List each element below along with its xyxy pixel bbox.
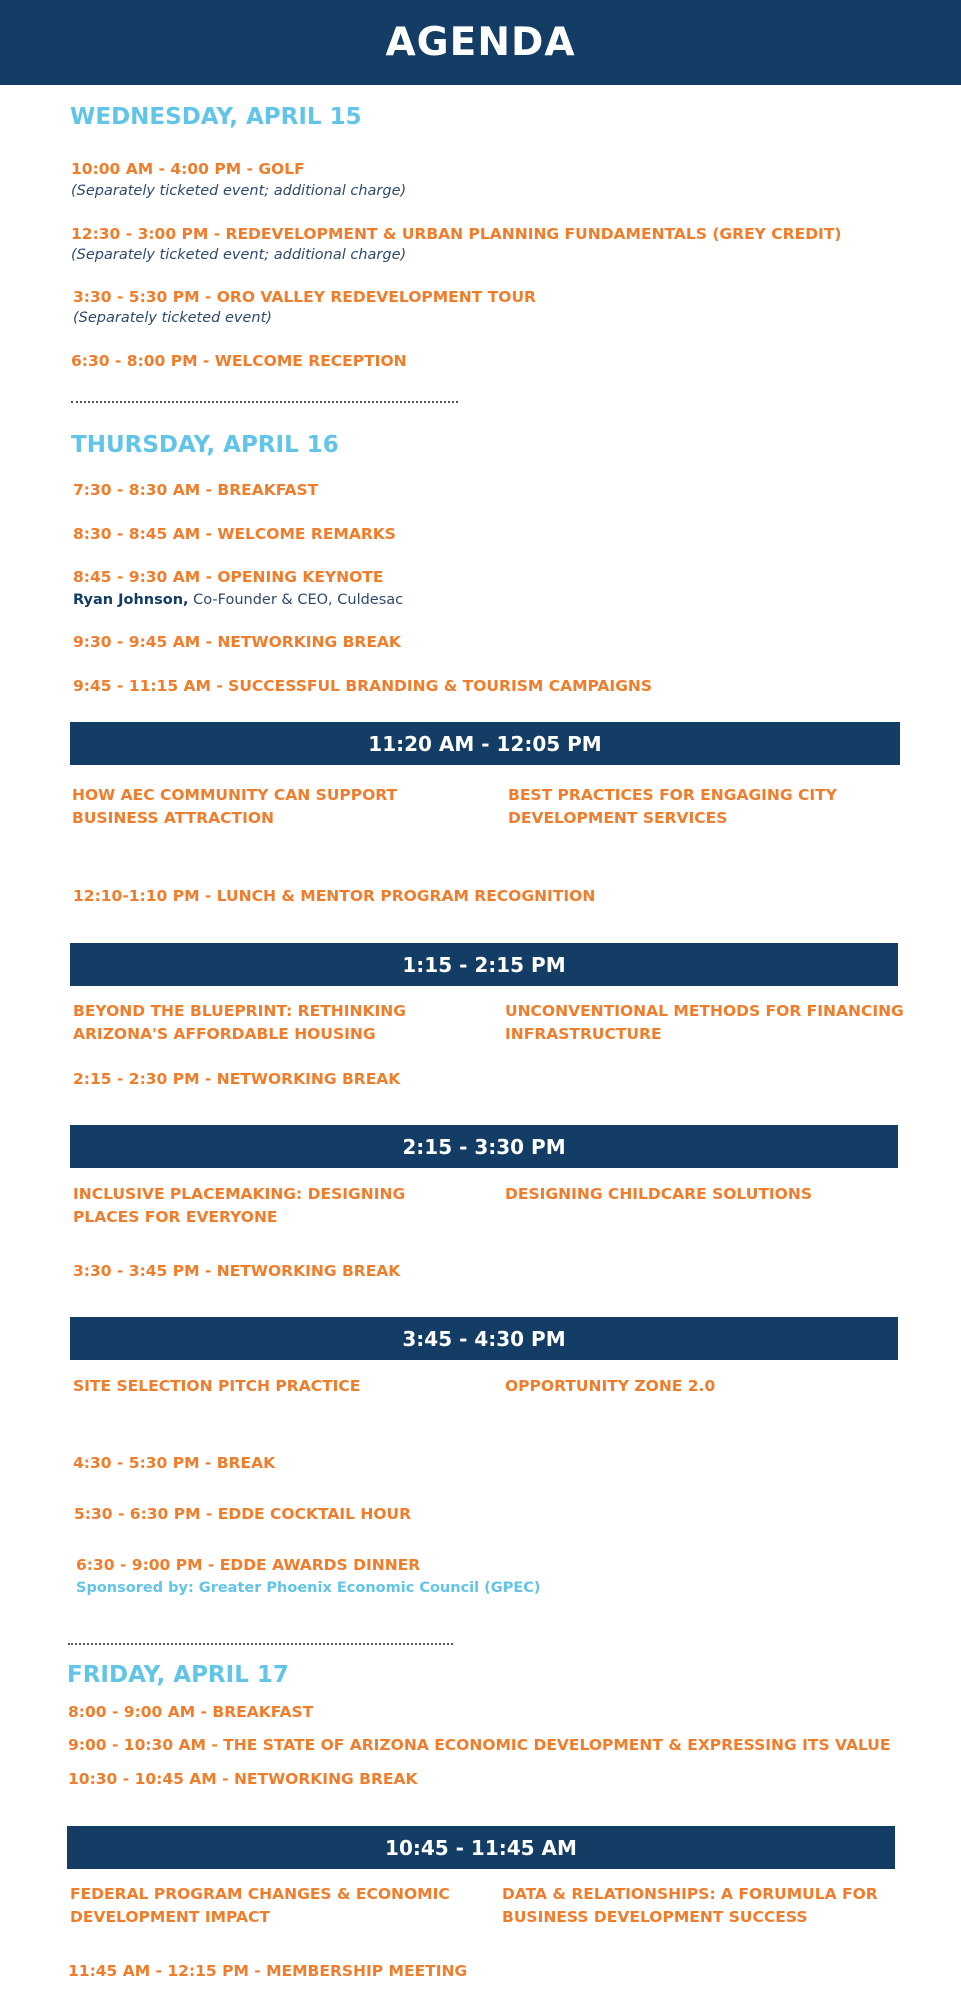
breakout-session-left: BEYOND THE BLUEPRINT: RETHINKING ARIZONA'S AFFORDABLE HOUSING bbox=[73, 1002, 406, 1043]
agenda-item-breakfast: 7:30 - 8:30 AM - BREAKFAST bbox=[73, 481, 319, 499]
speaker-title: Co-Founder & CEO, Culdesac bbox=[193, 592, 404, 608]
agenda-item-networking-break: 2:15 - 2:30 PM - NETWORKING BREAK bbox=[73, 1070, 401, 1088]
agenda-note-golf: (Separately ticketed event; additional charge) bbox=[71, 183, 407, 199]
agenda-item-membership-meeting: 11:45 AM - 12:15 PM - MEMBERSHIP MEETING bbox=[68, 1962, 468, 1980]
breakout-session-right: OPPORTUNITY ZONE 2.0 bbox=[505, 1377, 716, 1395]
session-time-bar: 1:15 - 2:15 PM bbox=[70, 943, 898, 986]
agenda-item-state-of-arizona: 9:00 - 10:30 AM - THE STATE OF ARIZONA ECONOMIC DEVELOPMENT & EXPRESSING ITS VALUE bbox=[68, 1736, 891, 1754]
agenda-item-redevelopment: 12:30 - 3:00 PM - REDEVELOPMENT & URBAN PLANNING FUNDAMENTALS (GREY CREDIT) bbox=[71, 225, 842, 243]
breakout-session-right: DATA & RELATIONSHIPS: A FORUMULA FOR BUSINESS DEVELOPMENT SUCCESS bbox=[502, 1885, 878, 1926]
agenda-item-cocktail-hour: 5:30 - 6:30 PM - EDDE COCKTAIL HOUR bbox=[74, 1505, 412, 1523]
speaker-name: Ryan Johnson, bbox=[73, 592, 189, 608]
session-time-bar: 10:45 - 11:45 AM bbox=[67, 1826, 895, 1869]
breakout-session-left: INCLUSIVE PLACEMAKING: DESIGNING PLACES FOR EVERYONE bbox=[73, 1185, 406, 1226]
dinner-sponsor: Sponsored by: Greater Phoenix Economic Council (GPEC) bbox=[76, 1580, 541, 1596]
agenda-item-opening-keynote: 8:45 - 9:30 AM - OPENING KEYNOTE bbox=[73, 568, 384, 586]
agenda-item-welcome-remarks: 8:30 - 8:45 AM - WELCOME REMARKS bbox=[73, 525, 396, 543]
section-divider bbox=[71, 401, 458, 403]
agenda-item-breakfast: 8:00 - 9:00 AM - BREAKFAST bbox=[68, 1703, 314, 1721]
agenda-item-break: 4:30 - 5:30 PM - BREAK bbox=[73, 1454, 276, 1472]
session-time-bar: 2:15 - 3:30 PM bbox=[70, 1125, 898, 1168]
breakout-session-right: DESIGNING CHILDCARE SOLUTIONS bbox=[505, 1185, 812, 1203]
session-time-bar: 11:20 AM - 12:05 PM bbox=[70, 722, 900, 765]
day-heading-thursday: THURSDAY, APRIL 16 bbox=[71, 432, 339, 458]
breakout-session-right: UNCONVENTIONAL METHODS FOR FINANCING INFRASTRUCTURE bbox=[505, 1002, 904, 1043]
agenda-item-lunch: 12:10-1:10 PM - LUNCH & MENTOR PROGRAM RECOGNITION bbox=[73, 887, 596, 905]
agenda-item-branding: 9:45 - 11:15 AM - SUCCESSFUL BRANDING & TOURISM CAMPAIGNS bbox=[73, 677, 653, 695]
breakout-session-left: HOW AEC COMMUNITY CAN SUPPORT BUSINESS ATTRACTION bbox=[72, 786, 398, 827]
agenda-item-networking-break: 3:30 - 3:45 PM - NETWORKING BREAK bbox=[73, 1262, 401, 1280]
day-heading-friday: FRIDAY, APRIL 17 bbox=[67, 1662, 289, 1688]
agenda-note-redevelopment: (Separately ticketed event; additional charge) bbox=[71, 247, 407, 263]
agenda-item-reception: 6:30 - 8:00 PM - WELCOME RECEPTION bbox=[71, 352, 407, 370]
keynote-speaker bbox=[73, 592, 403, 608]
breakout-session-right: BEST PRACTICES FOR ENGAGING CITY DEVELOPMENT SERVICES bbox=[508, 786, 837, 827]
agenda-item-awards-dinner: 6:30 - 9:00 PM - EDDE AWARDS DINNER bbox=[76, 1556, 421, 1574]
agenda-item-golf: 10:00 AM - 4:00 PM - GOLF bbox=[71, 160, 305, 178]
agenda-note-tour: (Separately ticketed event) bbox=[73, 310, 272, 326]
breakout-session-left: SITE SELECTION PITCH PRACTICE bbox=[73, 1377, 361, 1395]
agenda-header bbox=[0, 0, 961, 85]
agenda-item-networking-break: 10:30 - 10:45 AM - NETWORKING BREAK bbox=[68, 1770, 418, 1788]
agenda-item-tour: 3:30 - 5:30 PM - ORO VALLEY REDEVELOPMENT TOUR bbox=[73, 288, 536, 306]
breakout-session-left: FEDERAL PROGRAM CHANGES & ECONOMIC DEVELOPMENT IMPACT bbox=[70, 1885, 450, 1926]
agenda-item-networking-break: 9:30 - 9:45 AM - NETWORKING BREAK bbox=[73, 633, 401, 651]
session-time-bar: 3:45 - 4:30 PM bbox=[70, 1317, 898, 1360]
section-divider bbox=[68, 1643, 453, 1645]
page-title: AGENDA bbox=[385, 20, 576, 65]
day-heading-wednesday: WEDNESDAY, APRIL 15 bbox=[70, 104, 362, 130]
